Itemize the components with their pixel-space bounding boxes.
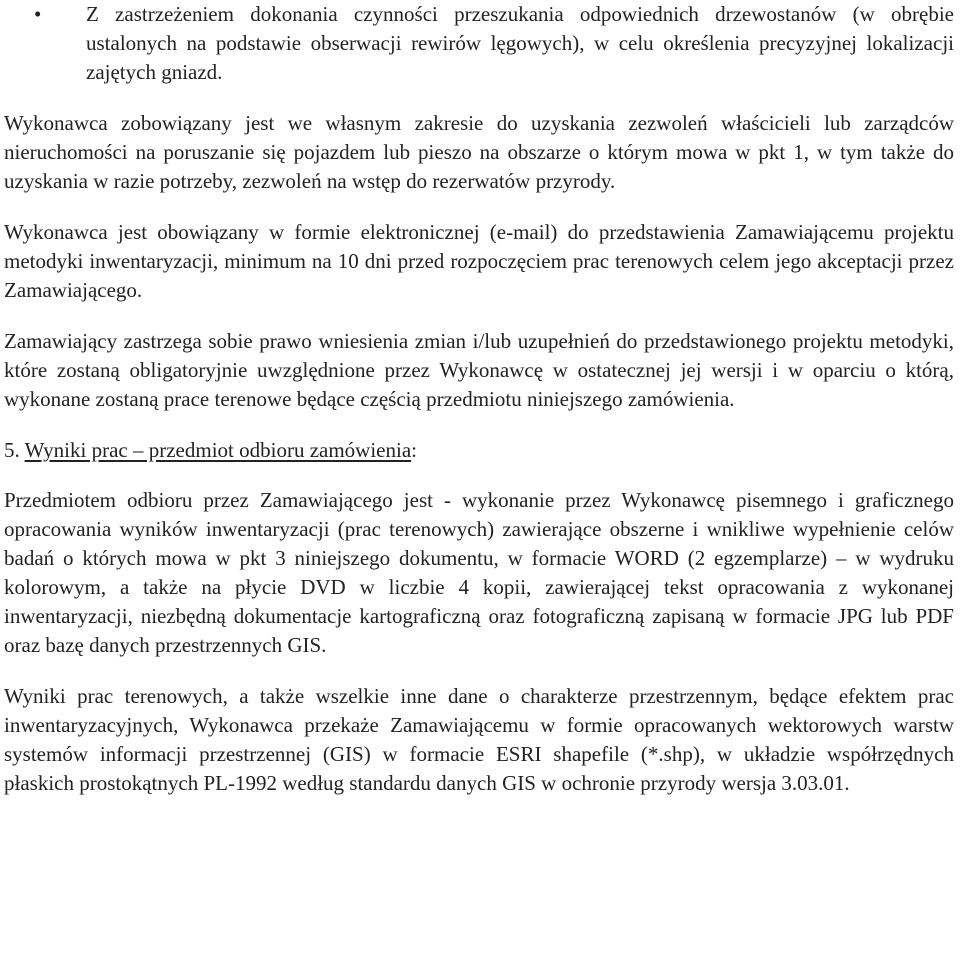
paragraph-methodology-changes: Zamawiający zastrzega sobie prawo wniesienia zmian i/lub uzupełnień do przedstawionego projektu metodyki, które zostaną obligatoryjnie uwzględnione przez Wykonawcę w ostatecznej jej wersji i w oparciu o którą, wykonane zostaną prace terenowe będące częścią przedmiotu niniejszego zamówienia. (4, 329, 954, 411)
bullet-item (4, 0, 954, 87)
section-number: 5. (4, 438, 20, 462)
section-heading (4, 436, 954, 465)
document-page (4, 0, 954, 798)
paragraph-methodology-submission: Wykonawca jest obowiązany w formie elektronicznej (e-mail) do przedstawienia Zamawiającemu projektu metodyki inwentaryzacji, minimum na 10 dni przed rozpoczęciem prac terenowych celem jego akceptacji przez Zamawiającego. (4, 220, 954, 302)
bullet-icon: • (34, 2, 42, 26)
section-title: Wyniki prac – przedmiot odbioru zamówienia (24, 438, 412, 462)
paragraph-gis-data: Wyniki prac terenowych, a także wszelkie inne dane o charakterze przestrzennym, będące efektem prac inwentaryzacyjnych, Wykonawca przekaże Zamawiającemu w formie opracowanych wektorowych warstw systemów informacji przestrzennej (GIS) w formacie ESRI shapefile (*.shp), w układzie współrzędnych płaskich prostokątnych PL-1992 według standardu danych GIS w ochronie przyrody wersja 3.03.01. (4, 684, 954, 795)
section-suffix: : (411, 438, 417, 462)
bullet-text: Z zastrzeżeniem dokonania czynności przeszukania odpowiednich drzewostanów (w obrębie ustalonych na podstawie obserwacji rewirów lęgowych), w celu określenia precyzyjnej lokalizacji zajętych gniazd. (86, 2, 954, 84)
paragraph-permits: Wykonawca zobowiązany jest we własnym zakresie do uzyskania zezwoleń właścicieli lub zarządców nieruchomości na poruszanie się pojazdem lub pieszo na obszarze o którym mowa w pkt 1, w tym także do uzyskania w razie potrzeby, zezwoleń na wstęp do rezerwatów przyrody. (4, 111, 954, 193)
paragraph-deliverables: Przedmiotem odbioru przez Zamawiającego jest - wykonanie przez Wykonawcę pisemnego i graficznego opracowania wyników inwentaryzacji (prac terenowych) zawierające obszerne i wnikliwe wypełnienie celów badań o których mowa w pkt 3 niniejszego dokumentu, w formacie WORD (2 egzemplarze) – w wydruku kolorowym, a także na płycie DVD w liczbie 4 kopii, zawierającej tekst opracowania z wykonanej inwentaryzacji, niezbędną dokumentacje kartograficzną oraz fotograficzną zapisaną w formacie JPG lub PDF oraz bazę danych przestrzennych GIS. (4, 488, 954, 657)
